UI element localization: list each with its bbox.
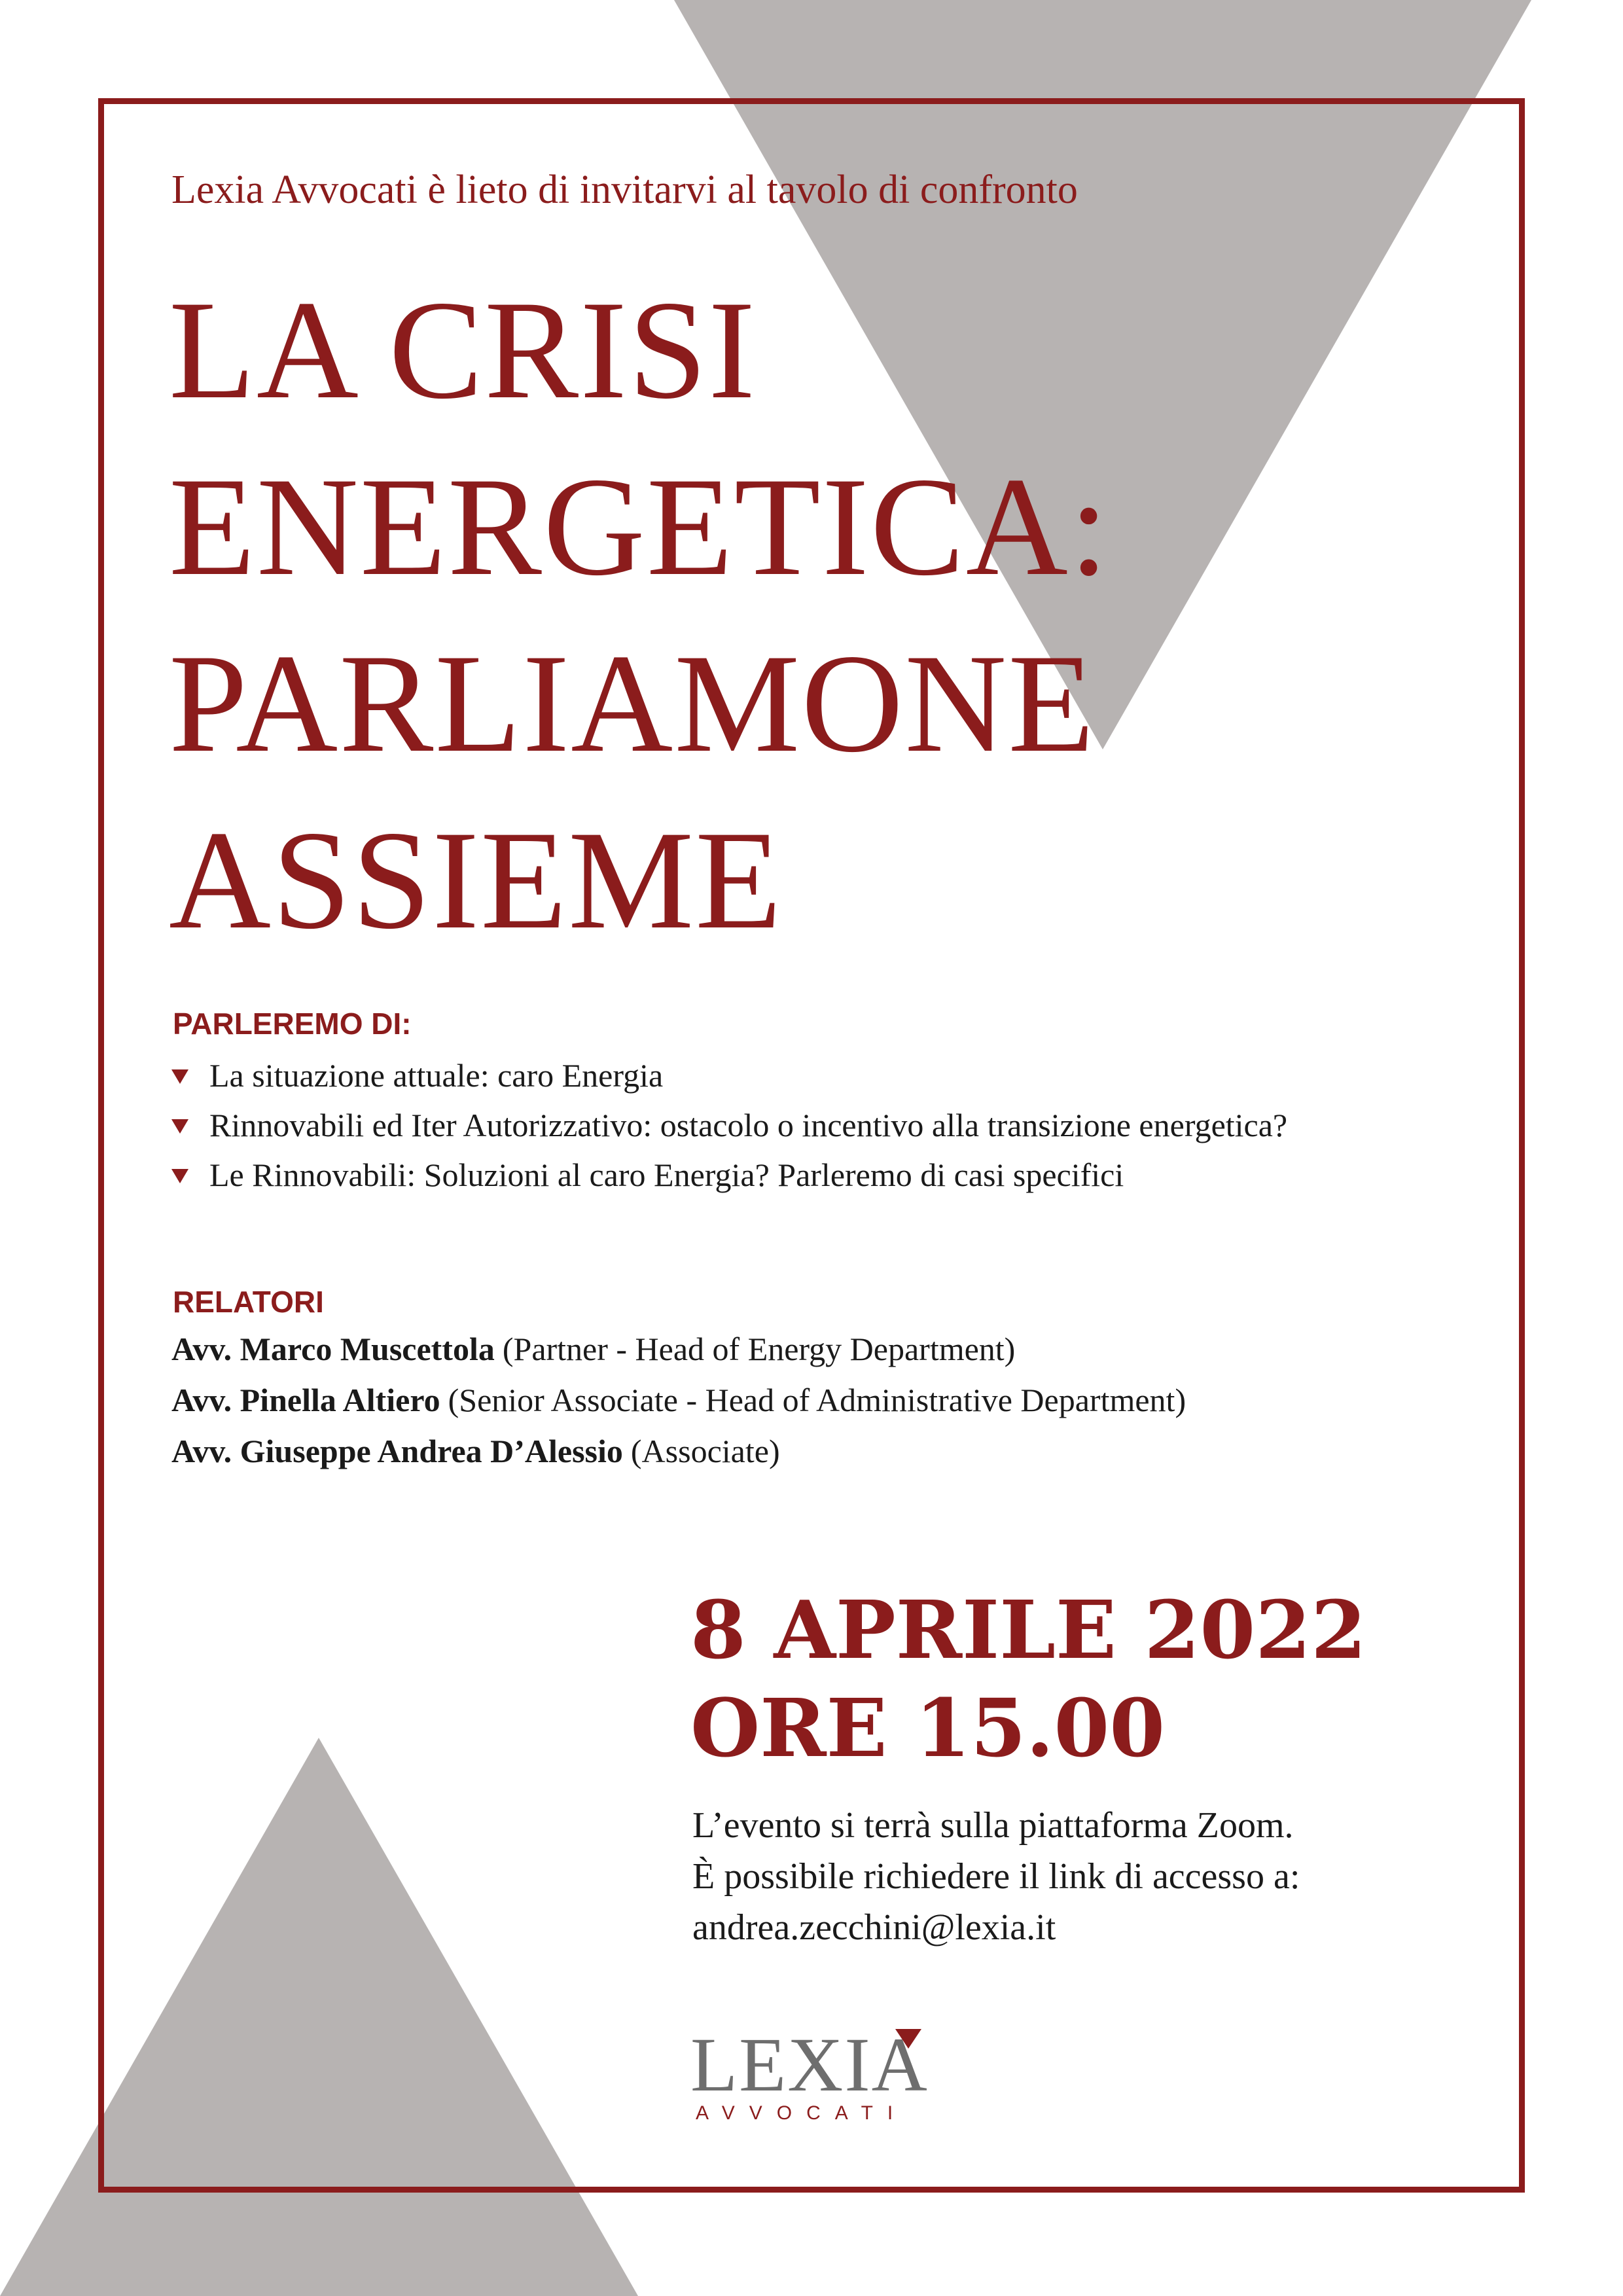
event-info xyxy=(692,1800,1300,1953)
topics-list xyxy=(171,1050,1287,1200)
speaker-role: (Partner - Head of Energy Department) xyxy=(502,1331,1016,1367)
topic-item xyxy=(171,1100,1287,1150)
topic-text: La situazione attuale: caro Energia xyxy=(209,1057,664,1094)
speaker-name: Avv. Marco Muscettola xyxy=(171,1331,495,1367)
speaker-name: Avv. Pinella Altiero xyxy=(171,1382,440,1418)
speakers-list xyxy=(171,1323,1186,1477)
title-line: LA CRISI xyxy=(169,272,757,428)
event-info-line: È possibile richiedere il link di accesso a: xyxy=(692,1856,1300,1897)
speakers-heading: RELATORI xyxy=(173,1285,324,1319)
event-title xyxy=(169,262,1110,969)
lexia-logo xyxy=(690,2022,939,2127)
speaker-row xyxy=(171,1426,1186,1477)
topic-text: Le Rinnovabili: Soluzioni al caro Energia? Parleremo di casi specifici xyxy=(209,1157,1124,1193)
event-time: ORE 15.00 xyxy=(690,1681,1166,1775)
topics-heading: PARLEREMO DI: xyxy=(173,1007,412,1041)
triangle-bullet-icon xyxy=(171,1119,188,1134)
logo-subtitle: AVVOCATI xyxy=(696,2102,908,2124)
topic-item xyxy=(171,1050,1287,1100)
event-info-line: L’evento si terrà sulla piattaforma Zoom. xyxy=(692,1805,1294,1846)
speaker-role: (Senior Associate - Head of Administrative Department) xyxy=(448,1382,1186,1418)
contact-email: andrea.zecchini@lexia.it xyxy=(692,1907,1056,1948)
speaker-row xyxy=(171,1323,1186,1374)
topic-text: Rinnovabili ed Iter Autorizzativo: ostacolo o incentivo alla transizione energetica? xyxy=(209,1107,1288,1143)
logo-wordmark: LEXIA xyxy=(690,2022,929,2108)
intro-text: Lexia Avvocati è lieto di invitarvi al tavolo di confronto xyxy=(171,168,1078,212)
speaker-name: Avv. Giuseppe Andrea D’Alessio xyxy=(171,1433,623,1469)
title-line: PARLIAMONE xyxy=(169,625,1096,781)
title-line: ASSIEME xyxy=(169,802,783,958)
speaker-role: (Associate) xyxy=(630,1433,780,1469)
topic-item xyxy=(171,1150,1287,1200)
triangle-bullet-icon xyxy=(171,1169,188,1183)
speaker-row xyxy=(171,1374,1186,1426)
title-line: ENERGETICA: xyxy=(169,448,1110,605)
event-datetime xyxy=(690,1581,1366,1777)
triangle-bullet-icon xyxy=(171,1069,188,1084)
event-date: 8 APRILE 2022 xyxy=(690,1583,1367,1677)
